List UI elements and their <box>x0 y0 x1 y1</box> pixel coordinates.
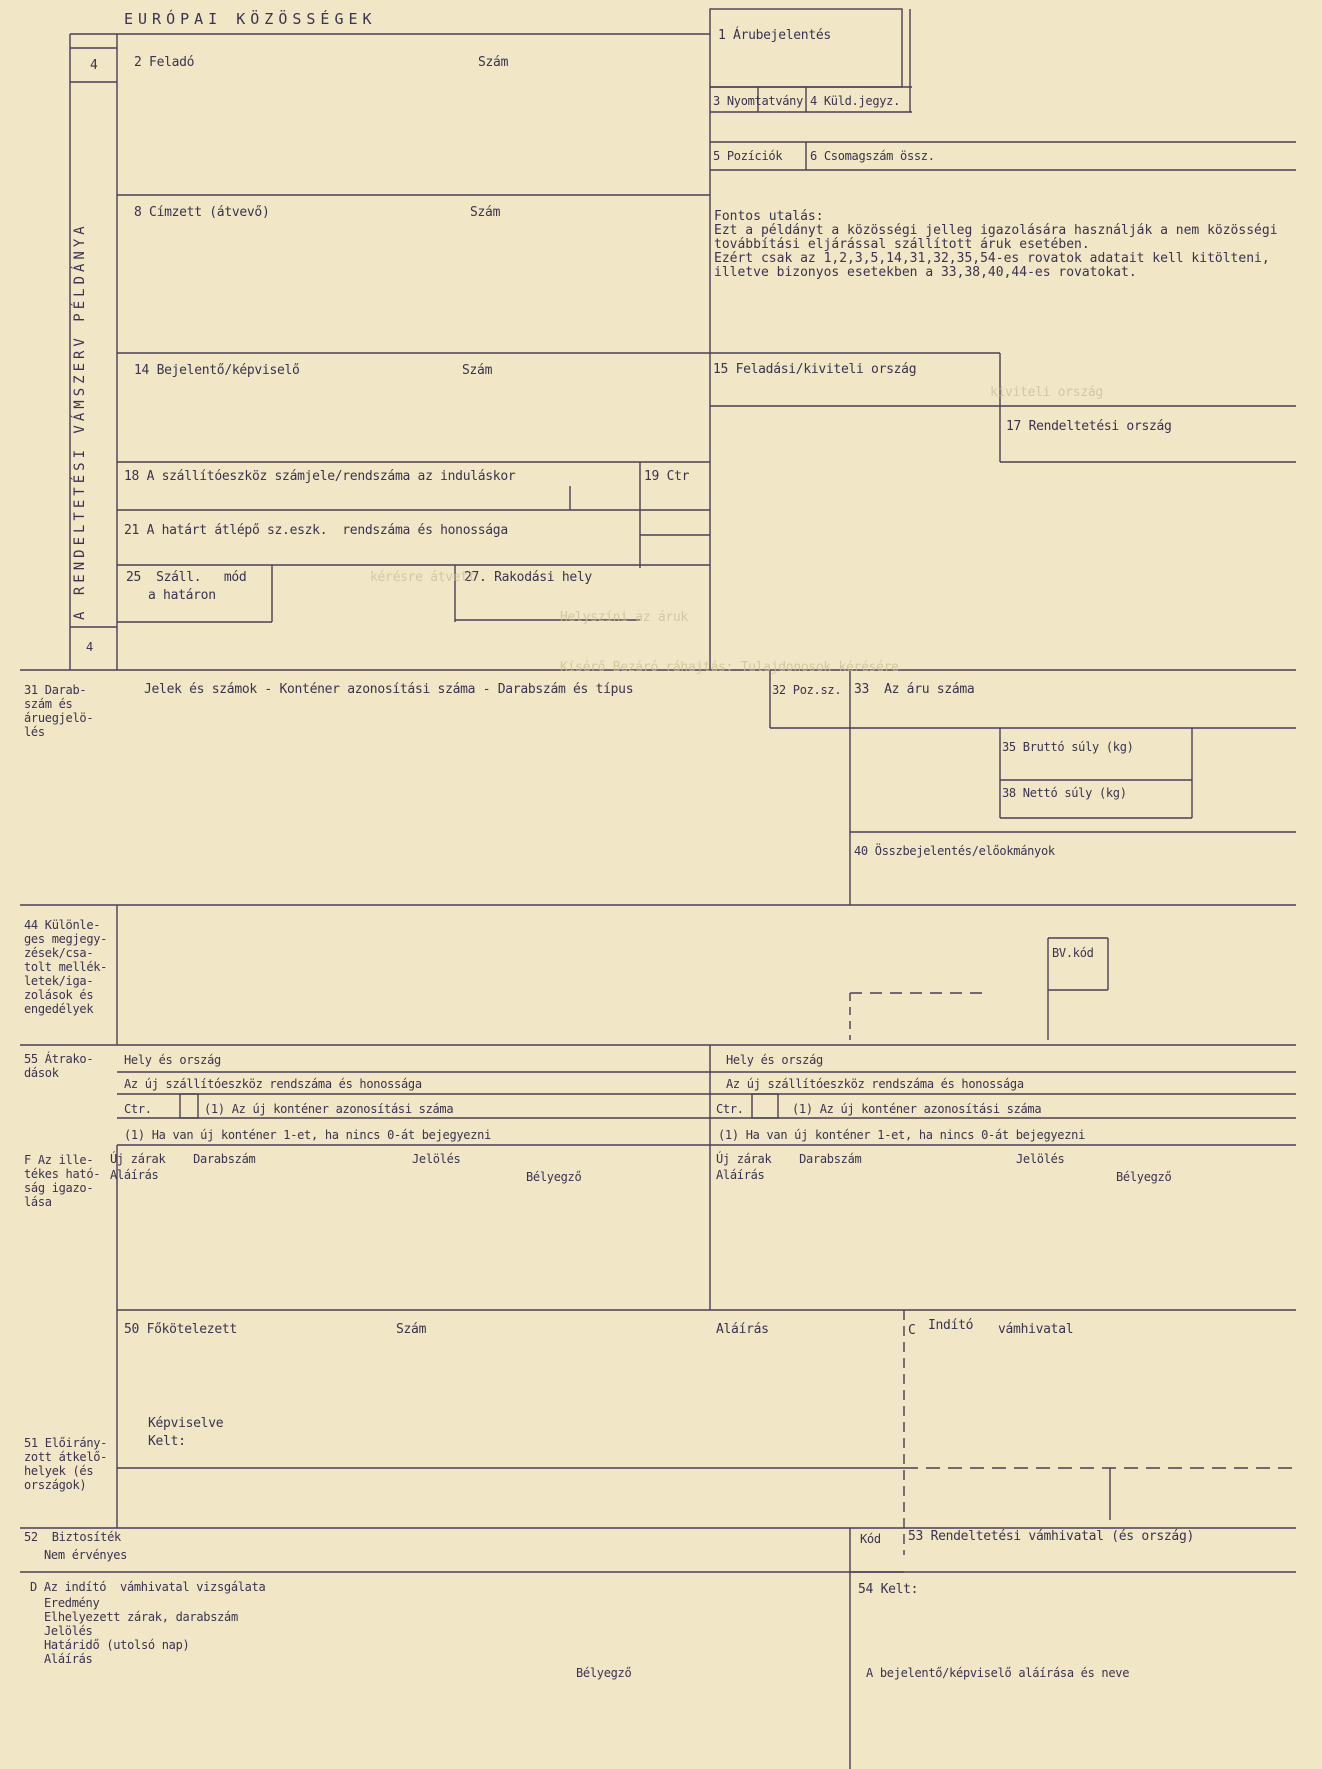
box-C-letter: C <box>908 1323 916 1338</box>
box-44-label: 44 Különle- ges megjegy- zések/csa- tolt mellék- letek/iga- zolások és engedélyek <box>24 918 108 1016</box>
bleed-text-c: Kísérő Bezáró ráhajtás: Tulajdonosok kérésére <box>560 660 899 675</box>
box-53-label: 53 Rendeltetési vámhivatal (és ország) <box>908 1529 1195 1544</box>
copy-number: 4 <box>90 58 98 73</box>
notice-title: Fontos utalás: <box>714 209 824 224</box>
box-14-number: Szám <box>462 363 493 378</box>
notice-line-1: Ezt a példányt a közösségi jelleg igazolására használják a nem közösségi <box>714 223 1278 238</box>
place-country-right: Hely és ország <box>726 1053 823 1067</box>
box-31-text: Jelek és számok - Konténer azonosítási száma - Darabszám és típus <box>144 682 634 697</box>
bleed-text-a: kérésre átvett <box>370 570 476 585</box>
form-title: EURÓPAI KÖZÖSSÉGEK <box>124 10 377 28</box>
box-50-label: 50 Főkötelezett <box>124 1322 237 1337</box>
box-D-line-2: Elhelyezett zárak, darabszám <box>44 1610 238 1624</box>
box-1-label: 1 Árubejelentés <box>718 28 831 43</box>
box-50-number: Szám <box>396 1322 427 1337</box>
stamp-left: Bélyegző <box>526 1170 582 1184</box>
box-2-label: 2 Feladó <box>134 55 195 70</box>
notice-line-4: illetve bizonyos esetekben a 33,38,40,44-es rovatokat. <box>714 265 1137 280</box>
bleed-text-b: Helyszíni az áruk <box>560 610 688 625</box>
ctr-right: Ctr. <box>716 1102 744 1116</box>
box-14-label: 14 Bejelentő/képviselő <box>134 363 300 378</box>
notice-line-3: Ezért csak az 1,2,3,5,14,31,32,35,54-es rovatok adatait kell kitölteni, <box>714 251 1270 266</box>
signature-left: Aláírás <box>110 1168 159 1182</box>
box-D-line-1: Eredmény <box>44 1596 100 1610</box>
box-54-label: 54 Kelt: <box>858 1582 919 1597</box>
box-15-label: 15 Feladási/kiviteli ország <box>713 362 917 377</box>
bleed-text-d: kiviteli ország <box>990 385 1103 400</box>
box-D-title: D Az indító vámhivatal vizsgálata <box>30 1580 266 1594</box>
box-40-label: 40 Összbejelentés/előokmányok <box>854 844 1055 858</box>
box-17-label: 17 Rendeltetési ország <box>1006 419 1172 434</box>
box-31-label: 31 Darab- szám és áruegjelö- lés <box>24 683 94 739</box>
notice-line-2: továbbítási eljárással szállított áruk esetében. <box>714 237 1090 252</box>
new-vehicle-right: Az új szállítóeszköz rendszáma és honossága <box>726 1077 1024 1091</box>
new-vehicle-left: Az új szállítóeszköz rendszáma és honossága <box>124 1077 422 1091</box>
represented-label: Képviselve <box>148 1416 224 1431</box>
box-32-label: 32 Poz.sz. <box>772 683 842 697</box>
box-C-label: Indító <box>928 1318 974 1333</box>
box-52-value: Nem érvényes <box>44 1548 128 1562</box>
box-27-label: 27. Rakodási hely <box>464 570 592 585</box>
box-18-label: 18 A szállítóeszköz számjele/rendszáma az induláskor <box>124 469 516 484</box>
box-2-number: Szám <box>478 55 509 70</box>
box-D-line-5: Aláírás <box>44 1652 93 1666</box>
code-label: Kód <box>860 1532 881 1546</box>
box-21-label: 21 A határt átlépő sz.eszk. rendszáma és honossága <box>124 523 508 538</box>
box-8-number: Szám <box>470 205 501 220</box>
copy-number-bottom: 4 <box>86 640 93 654</box>
date-label: Kelt: <box>148 1434 186 1449</box>
box-38-label: 38 Nettó súly (kg) <box>1002 786 1127 800</box>
marking-right: Jelölés <box>1016 1152 1065 1166</box>
vertical-copy-label: A RENDELTETÉSI VÁMSZERV PÉLDÁNYA <box>72 222 88 620</box>
box-6-label: 6 Csomagszám össz. <box>810 149 935 163</box>
place-country-left: Hely és ország <box>124 1053 221 1067</box>
box-D-stamp: Bélyegző <box>576 1666 632 1680</box>
signature-right: Aláírás <box>716 1168 765 1182</box>
new-seals-right: Új zárak Darabszám <box>716 1152 862 1166</box>
new-seals-left: Új zárak Darabszám <box>110 1152 256 1166</box>
box-52-label: 52 Biztosíték <box>24 1530 121 1544</box>
important-notice <box>714 210 1278 280</box>
box-3-label: 3 Nyomtatvány <box>713 94 804 108</box>
box-25-line-1: 25 Száll. mód <box>126 570 247 585</box>
bv-code-label: BV.kód <box>1052 946 1094 960</box>
box-D-line-4: Határidő (utolsó nap) <box>44 1638 190 1652</box>
box-5-label: 5 Pozíciók <box>713 149 783 163</box>
box-50-signature: Aláírás <box>716 1322 769 1337</box>
box-35-label: 35 Bruttó súly (kg) <box>1002 740 1134 754</box>
marking-left: Jelölés <box>412 1152 461 1166</box>
box-55-label: 55 Átrako- dások <box>24 1052 94 1080</box>
container-left: (1) Az új konténer azonosítási száma <box>204 1102 454 1116</box>
box-C-office: vámhivatal <box>998 1322 1074 1337</box>
stamp-right: Bélyegző <box>1116 1170 1172 1184</box>
container-right: (1) Az új konténer azonosítási száma <box>792 1102 1042 1116</box>
container-note-left: (1) Ha van új konténer 1-et, ha nincs 0-át bejegyezni <box>124 1128 492 1142</box>
box-4-label: 4 Küld.jegyz. <box>810 94 901 108</box>
container-note-right: (1) Ha van új konténer 1-et, ha nincs 0-át bejegyezni <box>718 1128 1086 1142</box>
box-51-label: 51 Előirány- zott átkelő- helyek (és országok) <box>24 1436 108 1492</box>
box-33-label: 33 Az áru száma <box>854 682 975 697</box>
ctr-left: Ctr. <box>124 1102 152 1116</box>
box-F-label: F Az ille- tékes ható- ság igazo- lása <box>24 1153 101 1209</box>
box-19-label: 19 Ctr <box>644 469 690 484</box>
box-54-sign: A bejelentő/képviselő aláírása és neve <box>866 1666 1130 1680</box>
box-D-line-3: Jelölés <box>44 1624 93 1638</box>
box-8-label: 8 Címzett (átvevő) <box>134 205 270 220</box>
box-25-line-2: a határon <box>148 588 216 603</box>
